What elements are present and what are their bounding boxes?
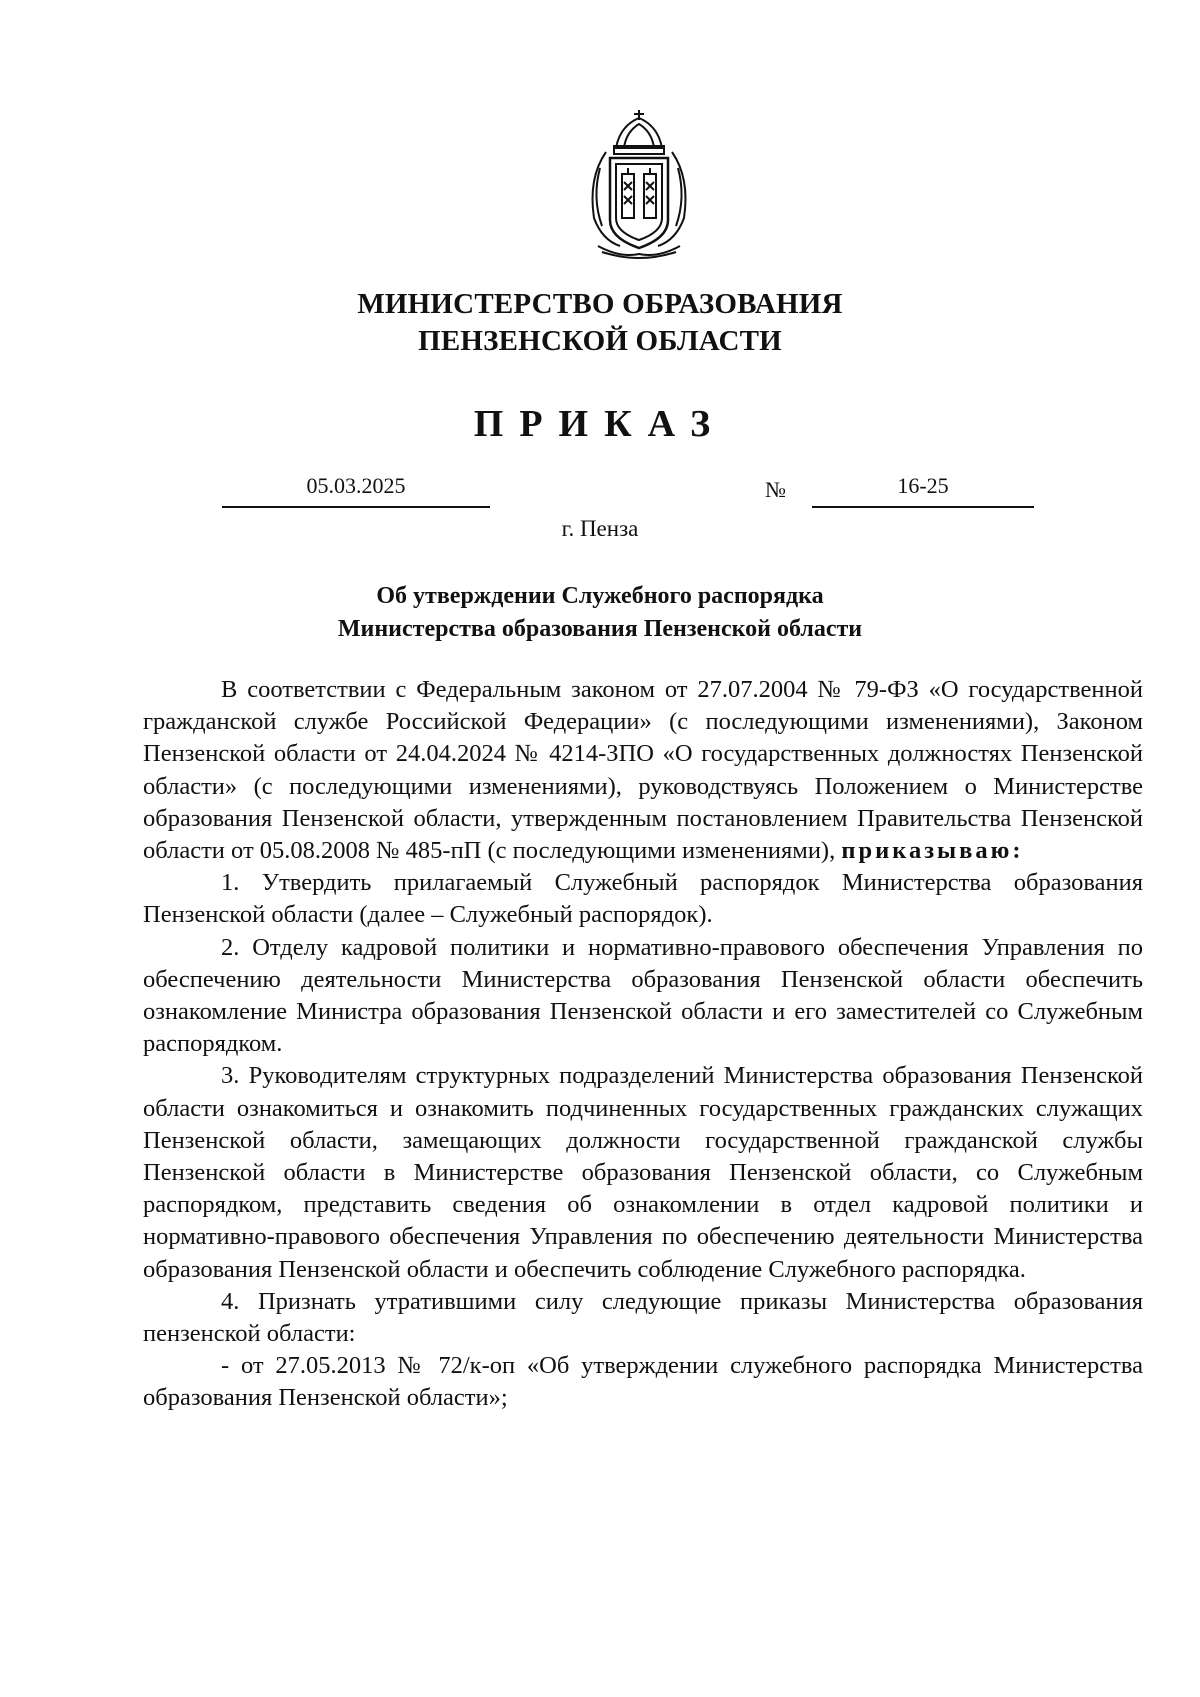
city-label: г. Пенза xyxy=(561,516,639,541)
order-word: приказываю: xyxy=(841,837,1024,865)
order-date: 05.03.2025 xyxy=(306,473,406,498)
order-item: 3. Руководителям структурных подразделений Министерства образования Пензенской области ознакомиться и ознакомить подчиненных государственных гражданских служащих Пензенской области, замещающих должности государственной гражданской службы Пензенской области в Министерстве образования Пензенской области, со Служебным распорядком, представить сведения об ознакомлении в отдел кадровой политики и нормативно-правового обеспечения Управления по обеспечению деятельности Министерства образования Пензенской области и обеспечить соблюдение Служебного распорядка. xyxy=(143,1062,1143,1283)
number-sign: № xyxy=(765,477,786,502)
coat-of-arms-icon xyxy=(580,108,698,260)
order-item: - от 27.05.2013 № 72/к-оп «Об утверждении служебного распорядка Министерства образования Пензенской области»; xyxy=(143,1352,1143,1412)
ministry-name-line1: МИНИСТЕРСТВО ОБРАЗОВАНИЯ xyxy=(357,288,843,320)
preamble-text: В соответствии с Федеральным законом от 27.07.2004 № 79-ФЗ «О государственной гражданской службе Российской Федерации» (с последующими изменениями), Законом Пензенской области от 24.04.2024 № 4214-ЗПО «О государственных должностях Пензенской области» (с последующими изменениями), руководствуясь Положением о Министерстве образования Пензенской области, утвержденным постановлением Правительства Пензенской области от 05.08.2008 № 485-пП (с последующими изменениями), xyxy=(143,676,1143,865)
date-underline xyxy=(222,506,490,508)
order-item: 4. Признать утратившими силу следующие приказы Министерства образования пензенской области: xyxy=(143,1287,1143,1348)
order-number: 16-25 xyxy=(897,473,949,498)
order-body xyxy=(143,674,1143,1415)
number-underline xyxy=(812,506,1034,508)
order-item: 1. Утвердить прилагаемый Служебный распорядок Министерства образования Пензенской области (далее – Служебный распорядок). xyxy=(143,869,1143,929)
order-item: 2. Отделу кадровой политики и нормативно-правового обеспечения Управления по обеспечению деятельности Министерства образования Пензенской области обеспечить ознакомление Министра образования Пензенской области и его заместителей со Служебным распорядком. xyxy=(143,933,1143,1058)
order-subject-line2: Министерства образования Пензенской области xyxy=(337,616,863,642)
document-type-title: ПРИКАЗ xyxy=(473,403,727,445)
preamble-paragraph xyxy=(143,674,1143,867)
order-subject-line1: Об утверждении Служебного распорядка xyxy=(376,583,824,609)
ministry-name-line2: ПЕНЗЕНСКОЙ ОБЛАСТИ xyxy=(418,325,782,357)
